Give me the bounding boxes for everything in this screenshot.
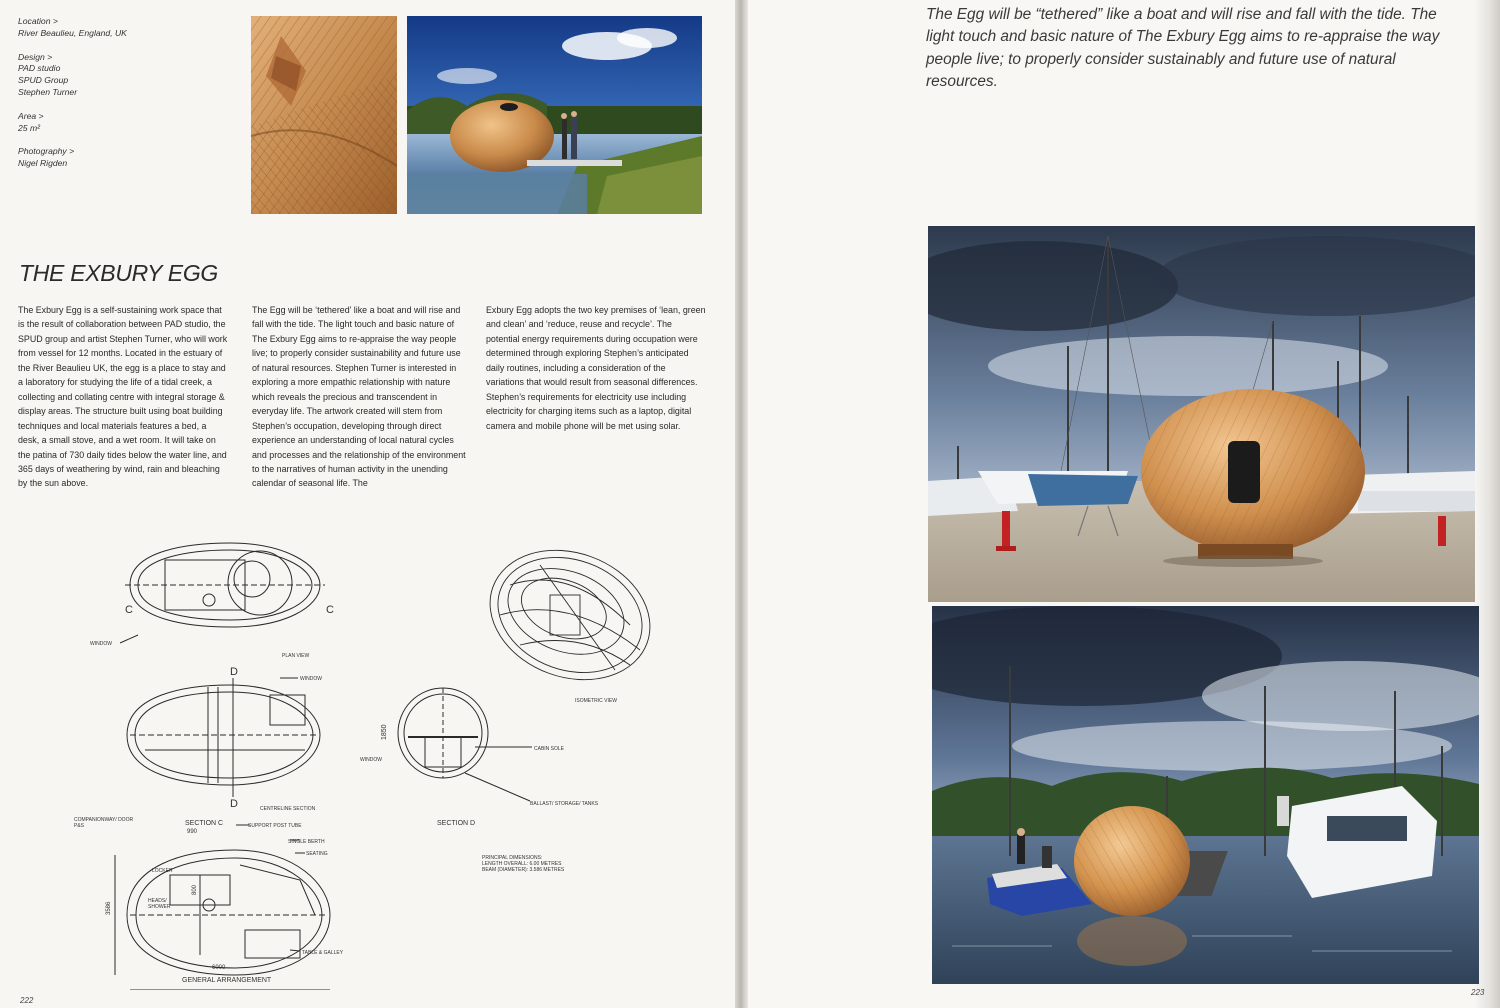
page-number-right: 223	[1471, 988, 1485, 997]
design-value: PAD studio	[18, 63, 61, 74]
design-value: SPUD Group	[18, 75, 69, 86]
principal-dimensions-beam: BEAM (DIAMETER): 3.586 METRES	[482, 867, 565, 873]
area-label: Area >	[18, 110, 44, 121]
wood-detail-photo	[251, 16, 397, 214]
companionway-label-2: P&S	[74, 823, 85, 829]
isometric-view-label: ISOMETRIC VIEW	[575, 698, 617, 704]
window-label: WINDOW	[300, 676, 322, 682]
plan-view-label: PLAN VIEW	[282, 653, 310, 659]
seating-label: SEATING	[306, 851, 328, 857]
support-post-label: SUPPORT POST TUBE	[248, 823, 302, 829]
cabin-sole-label: CABIN SOLE	[534, 746, 565, 752]
area-value: 25 m²	[18, 122, 40, 133]
egg-marina-photo	[932, 606, 1479, 984]
section-d-drawing	[398, 688, 488, 778]
dimension-800: 800	[192, 884, 198, 895]
section-marker-c: C	[326, 604, 334, 616]
section-marker-d: D	[230, 798, 238, 810]
section-d-label: SECTION D	[437, 820, 476, 827]
location-label: Location >	[18, 16, 58, 26]
design-value: Stephen Turner	[18, 86, 78, 97]
page-number-left: 222	[20, 996, 34, 1005]
photography-value: Nigel Rigden	[18, 158, 68, 169]
heads-shower-label: HEADS/	[148, 898, 167, 904]
window-label: WINDOW	[90, 641, 112, 647]
body-column-2: The Egg will be ‘tethered’ like a boat and will rise and fall with the tide. The light touch and basic nature of The Exbury Egg aims to re-appraise the way people live; to properly consider sustainability and future use of natural resources. Stephen Turner is interested in exploring a more empathic relationship with nature which reveals the precious and transcendent in everyday life. The artwork created will stem from Stephen’s occupation, developing through direct experience an understanding of local natural cycles and processes and the relationship of the environment to the narratives of human activity in the unending calendar of seasonal life. The	[252, 305, 466, 489]
left-page	[0, 0, 735, 1008]
egg-riverbank-photo	[407, 16, 702, 214]
photography-label: Photography >	[18, 146, 75, 157]
locker-label: LOCKER	[152, 868, 173, 874]
heads-shower-label-2: SHOWER	[148, 904, 171, 910]
pull-quote: The Egg will be “tethered” like a boat and will rise and fall with the tide. The light touch and basic nature of The Exbury Egg aims to re-appraise the way people live; to properly consider sustainably and future use of natural resources.	[926, 6, 1440, 91]
body-column-1: The Exbury Egg is a self-sustaining work space that is the result of collaboration between PAD studio, the SPUD group and artist Stephen Turner, who will work from vessel for 12 months. Located in the estuary of the River Beaulieu UK, the egg is a place to stay and a laboratory for studying the life of a tidal creek, a collecting and collating centre with integral storage & display areas. The structure built using boat building techniques and local materials features a bed, a desk, a small stove, and a wet room. It will take on the patina of 730 daily tides below the water line, and 365 days of weathering by wind, rain and bleaching by the sun above.	[18, 305, 228, 489]
body-column-3: Exbury Egg adopts the two key premises of ‘lean, green and clean’ and ‘reduce, reuse and recycle’. The potential energy requirements during occupation were determined through exploring Stephen’s anticipated daily routines, including a consideration of the variations that would result from seasonal differences. Stephen’s requirements for electricity use including electricity for charging items such as a laptop, digital camera and mobile phone will be met using solar.	[486, 305, 706, 431]
centreline-section-drawing	[127, 678, 320, 797]
right-page	[748, 0, 1500, 1008]
egg-boatyard-photo	[928, 226, 1475, 602]
centreline-section-label: CENTRELINE SECTION	[260, 806, 316, 812]
project-meta	[18, 16, 218, 182]
principal-dimensions-title: PRINCIPAL DIMENSIONS:	[482, 855, 543, 861]
window-label: WINDOW	[360, 757, 382, 763]
dimension-1850: 1850	[381, 724, 388, 740]
general-arrangement-label: GENERAL ARRANGEMENT	[182, 977, 272, 984]
dimension-990: 990	[187, 829, 198, 835]
design-label: Design >	[18, 51, 53, 62]
technical-drawing	[70, 535, 690, 990]
table-galley-label: TABLE & GALLEY	[302, 950, 344, 956]
section-marker-c: C	[125, 604, 133, 616]
companionway-label: COMPANIONWAY/ DOOR	[74, 817, 134, 823]
location-value: River Beaulieu, England, UK	[18, 27, 127, 38]
ballast-tanks-label: BALLAST/ STORAGE/ TANKS	[530, 801, 599, 807]
section-c-label: SECTION C	[185, 820, 224, 827]
dimension-6000: 6000	[212, 965, 226, 971]
section-marker-d: D	[230, 666, 238, 678]
isometric-view-drawing	[472, 535, 669, 701]
book-gutter	[735, 0, 748, 1008]
plan-view-drawing	[125, 543, 325, 627]
article-title: THE EXBURY EGG	[19, 260, 219, 286]
single-berth-label: SINGLE BERTH	[288, 839, 325, 845]
dimension-3586: 3586	[106, 901, 112, 915]
principal-dimensions-length: LENGTH OVERALL: 6.00 METRES	[482, 861, 562, 867]
